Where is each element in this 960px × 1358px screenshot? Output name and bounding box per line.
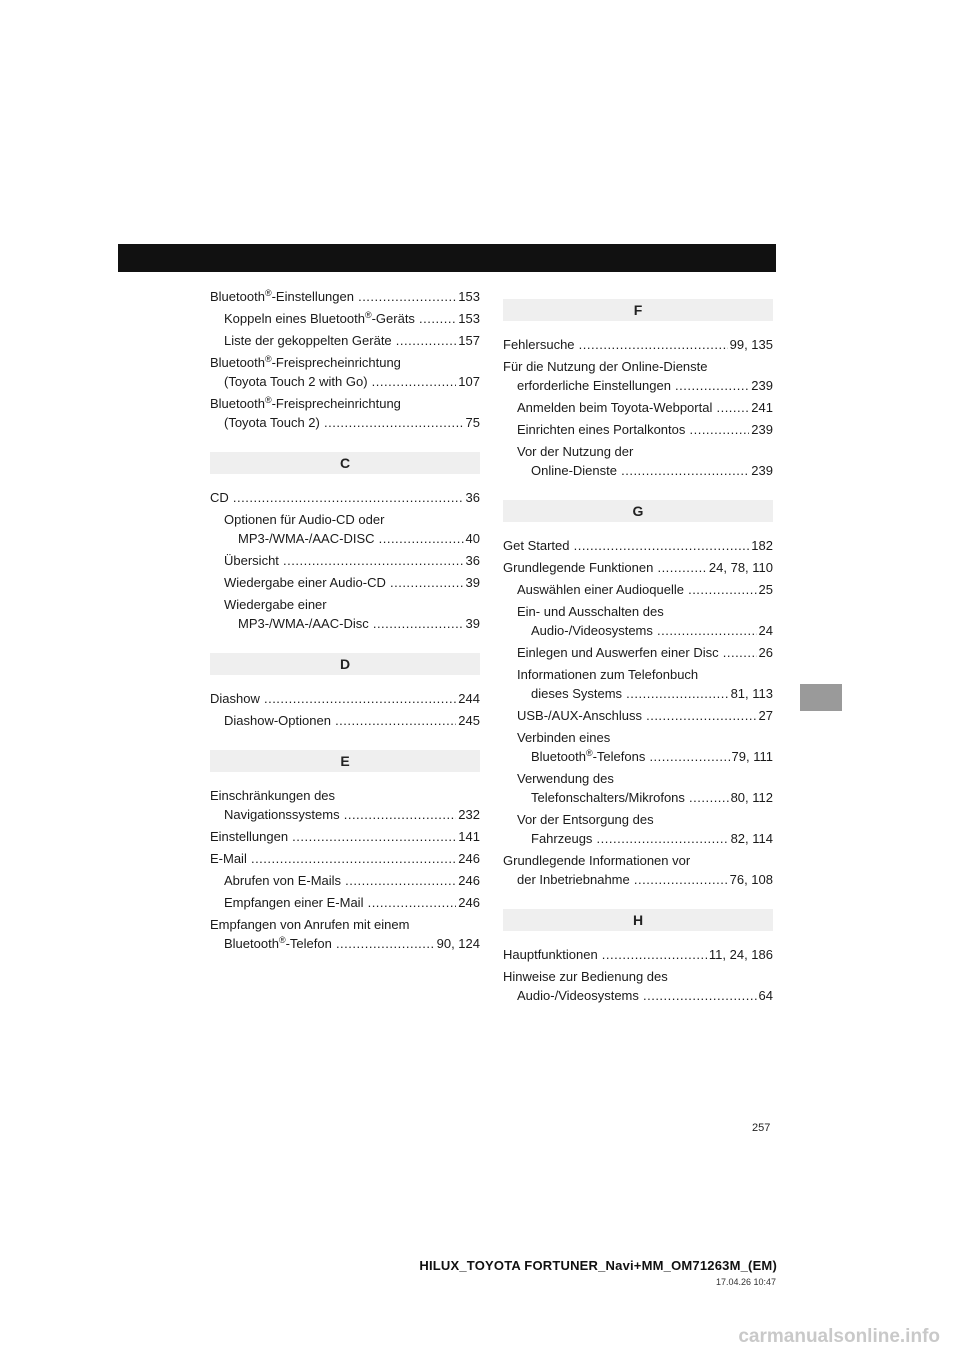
index-entry[interactable] [503, 706, 773, 725]
watermark: carmanualsonline.info [738, 1326, 940, 1347]
page-reference: 246 [458, 873, 480, 888]
page-reference: 27 [758, 708, 773, 723]
index-entry-line: der Inbetriebnahme 76, 108 ..... [503, 870, 773, 889]
index-entry[interactable] [210, 287, 480, 306]
index-entry[interactable] [503, 580, 773, 599]
page-reference: 239 [751, 422, 773, 437]
index-entry-line: Koppeln eines Bluetooth®-Geräts 153 ..... [210, 309, 480, 328]
index-entry-line: Bluetooth®-Telefon 90, 124 ..... [210, 934, 480, 953]
page-reference: 157 [458, 333, 480, 348]
index-entry[interactable] [503, 769, 773, 807]
page-reference: 107 [458, 374, 480, 389]
index-entry-line: Für die Nutzung der Online-Dienste [503, 359, 708, 374]
index-column-right [503, 287, 773, 1008]
index-entry-line: Einrichten eines Portalkontos 239 ..... [503, 420, 773, 439]
index-entry[interactable] [503, 357, 773, 395]
section-side-tab [800, 684, 842, 711]
index-entry-line: Grundlegende Funktionen 24, 78, 110 ..... [503, 558, 773, 577]
page-reference: 80, 112 [730, 790, 773, 805]
page-reference: 239 [751, 378, 773, 393]
index-entry[interactable] [503, 398, 773, 417]
page-reference: 36 [465, 553, 480, 568]
page-reference: 81, 113 [730, 686, 773, 701]
index-entry[interactable] [503, 335, 773, 354]
section-header-f: F [503, 299, 773, 321]
index-entry[interactable] [210, 353, 480, 391]
index-entry-line: Telefonschalters/Mikrofons 80, 112 ..... [503, 788, 773, 807]
index-entry[interactable] [210, 331, 480, 350]
index-entry-line: Grundlegende Informationen vor [503, 853, 691, 868]
index-entry-line: E-Mail 246 ..... [210, 849, 480, 868]
index-entry-line: dieses Systems 81, 113 ..... [503, 684, 773, 703]
index-entry-line: Empfangen einer E-Mail 246 ..... [210, 893, 480, 912]
index-entry-line: Vor der Entsorgung des [517, 812, 654, 827]
index-entry-line: erforderliche Einstellungen 239 ..... [503, 376, 773, 395]
index-entry[interactable] [503, 420, 773, 439]
index-entry-line: USB-/AUX-Anschluss 27 ..... [503, 706, 773, 725]
index-entry-line: Navigationssystems 232 ..... [210, 805, 480, 824]
index-entry[interactable] [503, 536, 773, 555]
index-entry-line: Hinweise zur Bedienung des [503, 969, 668, 984]
index-entry-line: Diashow-Optionen 245 ..... [210, 711, 480, 730]
page-reference: 26 [758, 645, 773, 660]
index-entry[interactable] [210, 573, 480, 592]
page-reference: 82, 114 [730, 831, 773, 846]
index-entry-line: Wiedergabe einer Audio-CD 39 ..... [210, 573, 480, 592]
index-entry[interactable] [210, 510, 480, 548]
index-entry[interactable] [503, 728, 773, 766]
index-entry-line: Verbinden eines [517, 730, 611, 745]
index-entry[interactable] [210, 786, 480, 824]
page-reference: 246 [458, 895, 480, 910]
index-entry-line: Anmelden beim Toyota-Webportal 241 ..... [503, 398, 773, 417]
page-reference: 36 [465, 490, 480, 505]
page-reference: 79, 111 [731, 749, 773, 764]
section-header-c: C [210, 452, 480, 474]
page-reference: 245 [458, 713, 480, 728]
header-bar [118, 244, 776, 272]
index-entry-line: Einlegen und Auswerfen einer Disc 26 ..... [503, 643, 773, 662]
page-reference: 153 [458, 311, 480, 326]
index-entry-line: Liste der gekoppelten Geräte 157 ..... [210, 331, 480, 350]
index-entry-line: MP3-/WMA-/AAC-DISC 40 ..... [210, 529, 480, 548]
index-entry[interactable] [503, 643, 773, 662]
page-reference: 232 [458, 807, 480, 822]
manual-id: HILUX_TOYOTA FORTUNER_Navi+MM_OM71263M_(EM) [419, 1258, 777, 1273]
page-reference: 39 [465, 575, 480, 590]
index-entry-line: Wiedergabe einer [224, 597, 327, 612]
page-reference: 182 [751, 538, 773, 553]
index-entry[interactable] [503, 558, 773, 577]
index-entry-line: Bluetooth®-Telefons 79, 111 ..... [503, 747, 773, 766]
section-header-g: G [503, 500, 773, 522]
index-entry-line: Diashow 244 ..... [210, 689, 480, 708]
page-reference: 99, 135 [729, 337, 773, 352]
index-entry-line: Bluetooth®-Einstellungen 153 ..... [210, 287, 480, 306]
index-entry[interactable] [210, 689, 480, 708]
index-entry-line: Audio-/Videosystems 64 ..... [503, 986, 773, 1005]
index-entry-line: Einstellungen 141 ..... [210, 827, 480, 846]
index-entry[interactable] [210, 871, 480, 890]
index-entry-line: Fahrzeugs 82, 114 ..... [503, 829, 773, 848]
index-entry[interactable] [503, 810, 773, 848]
page-reference: 24, 78, 110 [708, 560, 773, 575]
index-entry-line: Auswählen einer Audioquelle 25 ..... [503, 580, 773, 599]
index-entry-line: Fehlersuche 99, 135 ..... [503, 335, 773, 354]
index-entry-line: Übersicht 36 ..... [210, 551, 480, 570]
index-entry[interactable] [503, 945, 773, 964]
index-entry-line: Get Started 182 ..... [503, 536, 773, 555]
page-reference: 24 [758, 623, 773, 638]
index-entry-line: Verwendung des [517, 771, 614, 786]
index-entry-line: Bluetooth®-Freisprecheinrichtung [210, 354, 401, 370]
index-entry[interactable] [210, 309, 480, 328]
index-entry[interactable] [210, 551, 480, 570]
page-reference: 76, 108 [729, 872, 773, 887]
section-header-e: E [210, 750, 480, 772]
index-entry-line: CD 36 ..... [210, 488, 480, 507]
index-entry[interactable] [503, 602, 773, 640]
index-entry-line: Einschränkungen des [210, 788, 336, 803]
page-reference: 75 [465, 415, 480, 430]
section-header-h: H [503, 909, 773, 931]
index-entry-line: (Toyota Touch 2 with Go) 107 ..... [210, 372, 480, 391]
index-entry[interactable] [210, 849, 480, 868]
index-entry-line: Informationen zum Telefonbuch [517, 667, 699, 682]
page-number: 257 [752, 1122, 771, 1134]
index-entry[interactable] [210, 827, 480, 846]
index-column-left [210, 287, 480, 956]
index-entry[interactable] [210, 394, 480, 432]
index-entry-line: Abrufen von E-Mails 246 ..... [210, 871, 480, 890]
page-reference: 40 [465, 531, 480, 546]
index-entry[interactable] [210, 711, 480, 730]
page-reference: 39 [465, 616, 480, 631]
section-header-d: D [210, 653, 480, 675]
index-entry-line: Bluetooth®-Freisprecheinrichtung [210, 395, 401, 411]
page-reference: 141 [458, 829, 480, 844]
page-reference: 244 [458, 691, 480, 706]
index-entry[interactable] [210, 488, 480, 507]
index-entry[interactable] [210, 915, 480, 953]
page-reference: 25 [758, 582, 773, 597]
index-entry-line: (Toyota Touch 2) 75 ..... [210, 413, 480, 432]
index-entry-line: Online-Dienste 239 ..... [503, 461, 773, 480]
index-entry[interactable] [210, 595, 480, 633]
index-entry-line: Audio-/Videosystems 24 ..... [503, 621, 773, 640]
index-entry-line: Empfangen von Anrufen mit einem [210, 917, 410, 932]
page-reference: 11, 24, 186 [708, 947, 773, 962]
index-entry[interactable] [503, 967, 773, 1005]
page-reference: 64 [758, 988, 773, 1003]
index-entry-line: Ein- und Ausschalten des [517, 604, 664, 619]
page-reference: 246 [458, 851, 480, 866]
index-entry-line: Hauptfunktionen 11, 24, 186 ..... [503, 945, 773, 964]
page-reference: 239 [751, 463, 773, 478]
index-entry[interactable] [503, 442, 773, 480]
index-entry-line: MP3-/WMA-/AAC-Disc 39 ..... [210, 614, 480, 633]
print-timestamp: 17.04.26 10:47 [715, 1277, 776, 1287]
index-entry[interactable] [210, 893, 480, 912]
index-entry-line: Vor der Nutzung der [517, 444, 634, 459]
page-reference: 241 [751, 400, 773, 415]
page-reference: 90, 124 [436, 936, 480, 951]
index-entry-line: Optionen für Audio-CD oder [224, 512, 385, 527]
page-reference: 153 [458, 289, 480, 304]
index-entry[interactable] [503, 851, 773, 889]
index-entry[interactable] [503, 665, 773, 703]
